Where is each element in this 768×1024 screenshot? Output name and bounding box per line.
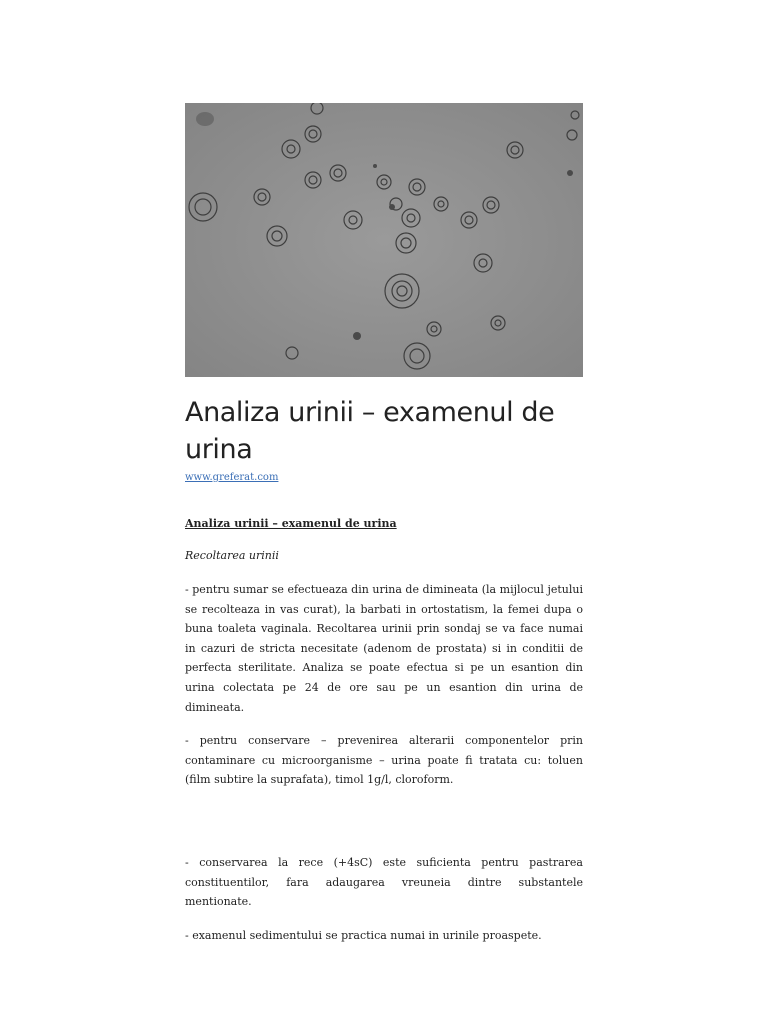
subheading-recoltarea: Recoltarea urinii	[185, 549, 279, 562]
paragraph-conservare: - pentru conservare – prevenirea alterarii componentelor prin contaminare cu microorganisme – urina poate fi tratata cu: toluen (film subtire la suprafata), timol 1g/l, cloroform.	[185, 734, 583, 787]
paragraph-sumar: - pentru sumar se efectueaza din urina de dimineata (la mijlocul jetului se recolteaza in vas curat), la barbati in ortostatism, la femei dupa o buna toaleta vaginala. Recoltarea urinii prin sondaj se va face numai in cazuri de stricta necesitate (adenom de prostata) si in conditii de perfecta sterilitate. Analiza se poate efectua si pe un esantion din urina colectata pe 24 de ore sau pe un esantion din urina de dimineata.	[185, 583, 583, 714]
paragraph-conservare-rece: - conservarea la rece (+4sC) este suficienta pentru pastrarea constituentilor, fara adaugarea vreuneia dintre substantele mentionate.	[185, 856, 583, 909]
micrograph-image	[185, 103, 583, 377]
document-title: Analiza urinii – examenul de urina	[185, 397, 555, 465]
urine-sediment-micrograph	[185, 103, 583, 377]
section-heading: Analiza urinii – examenul de urina	[185, 517, 397, 530]
paragraph-examen-sediment: - examenul sedimentului se practica numai in urinile proaspete.	[185, 929, 542, 942]
source-link[interactable]: www.greferat.com	[185, 472, 279, 483]
